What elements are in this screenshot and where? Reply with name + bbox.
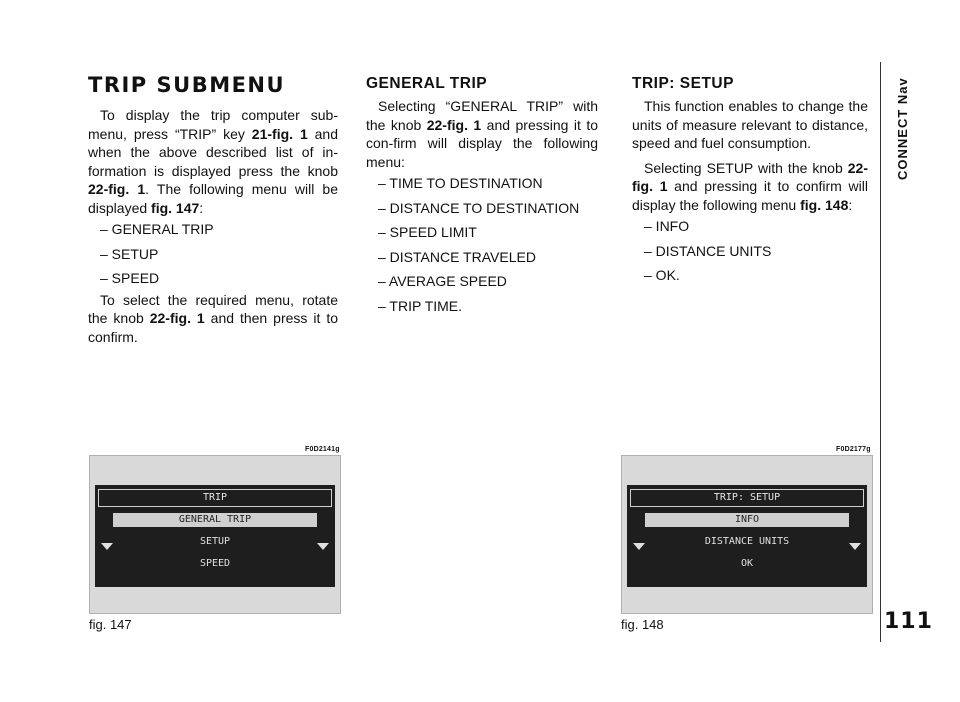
- screen-title: TRIP: SETUP: [630, 489, 864, 507]
- side-rule: [880, 62, 881, 642]
- text: Selecting SETUP with the knob: [644, 159, 848, 176]
- arrow-down-icon: [317, 543, 329, 550]
- section-title: TRIP SUBMENU: [88, 73, 286, 97]
- column-trip-submenu: [88, 74, 338, 346]
- arrow-down-icon: [101, 543, 113, 550]
- figure-147-display: [89, 455, 341, 614]
- column-general-trip: [366, 74, 598, 318]
- fig-ref: fig. 148: [800, 196, 849, 213]
- text: :: [199, 199, 204, 216]
- text: and when the above described list of in-formation is displayed press the knob: [88, 125, 339, 179]
- paragraph: [88, 106, 338, 217]
- fig-ref: 22-fig. 1: [88, 181, 146, 197]
- screen-menu-item: OK: [740, 558, 754, 569]
- text: . The following menu will be displayed: [88, 181, 339, 216]
- column-trip-setup: [632, 74, 868, 288]
- list-item: – AVERAGE SPEED: [378, 273, 507, 289]
- list-item: – GENERAL TRIP: [100, 221, 214, 237]
- screen-selected-item: GENERAL TRIP: [113, 513, 317, 527]
- fig-ref: fig. 147: [151, 199, 200, 216]
- paragraph: [632, 159, 868, 215]
- page-number: 111: [884, 609, 933, 634]
- text: :: [848, 196, 853, 213]
- screen-menu-item: SETUP: [199, 536, 231, 547]
- paragraph: This function enables to change the units of measure relevant to distance, speed and fuel consumption.: [632, 98, 868, 151]
- text: and pressing it to con-firm will display the following menu:: [366, 116, 598, 170]
- section-title: TRIP: SETUP: [632, 75, 734, 92]
- figure-code: F0D2177g: [836, 446, 871, 453]
- arrow-down-icon: [849, 543, 861, 550]
- text: Selecting “GENERAL TRIP” with the knob: [366, 98, 598, 133]
- fig-ref: 22-fig. 1: [632, 159, 868, 194]
- screen-menu-item: SPEED: [199, 558, 231, 569]
- text: and then press it to confirm.: [88, 310, 338, 345]
- text: To display the trip computer sub-menu, press “TRIP” key: [88, 107, 338, 142]
- display-screen: [95, 485, 335, 587]
- display-screen: [627, 485, 867, 587]
- text: and pressing it to confirm will display the following menu: [632, 178, 868, 213]
- arrow-down-icon: [633, 543, 645, 550]
- figure-label: fig. 147: [89, 617, 132, 632]
- figure-label: fig. 148: [621, 617, 664, 632]
- list-item: – DISTANCE TRAVELED: [378, 248, 536, 265]
- list-item: – TIME TO DESTINATION: [378, 175, 543, 191]
- list-item: – OK.: [644, 267, 680, 283]
- list-item: – SPEED LIMIT: [378, 224, 477, 240]
- figure-code: F0D2141g: [305, 446, 340, 453]
- list-item: – SPEED: [100, 270, 160, 286]
- list-item: – INFO: [644, 218, 690, 234]
- fig-ref: 22-fig. 1: [426, 116, 482, 133]
- screen-title: TRIP: [98, 489, 332, 507]
- chapter-title: CONNECT Nav: [895, 77, 910, 180]
- text: To select the required menu, rotate the knob: [88, 291, 338, 326]
- screen-selected-item: INFO: [645, 513, 849, 527]
- list-item: – DISTANCE UNITS: [644, 242, 772, 259]
- figure-148-display: [621, 455, 873, 614]
- list-item: – TRIP TIME.: [378, 297, 463, 314]
- fig-ref: 22-fig. 1: [149, 310, 205, 326]
- fig-ref: 21-fig. 1: [251, 125, 308, 142]
- list-item: – DISTANCE TO DESTINATION: [378, 199, 580, 216]
- paragraph: [366, 97, 598, 171]
- list-item: – SETUP: [100, 245, 159, 262]
- paragraph: [88, 291, 338, 347]
- screen-menu-item: DISTANCE UNITS: [704, 536, 790, 547]
- section-title: GENERAL TRIP: [366, 75, 488, 92]
